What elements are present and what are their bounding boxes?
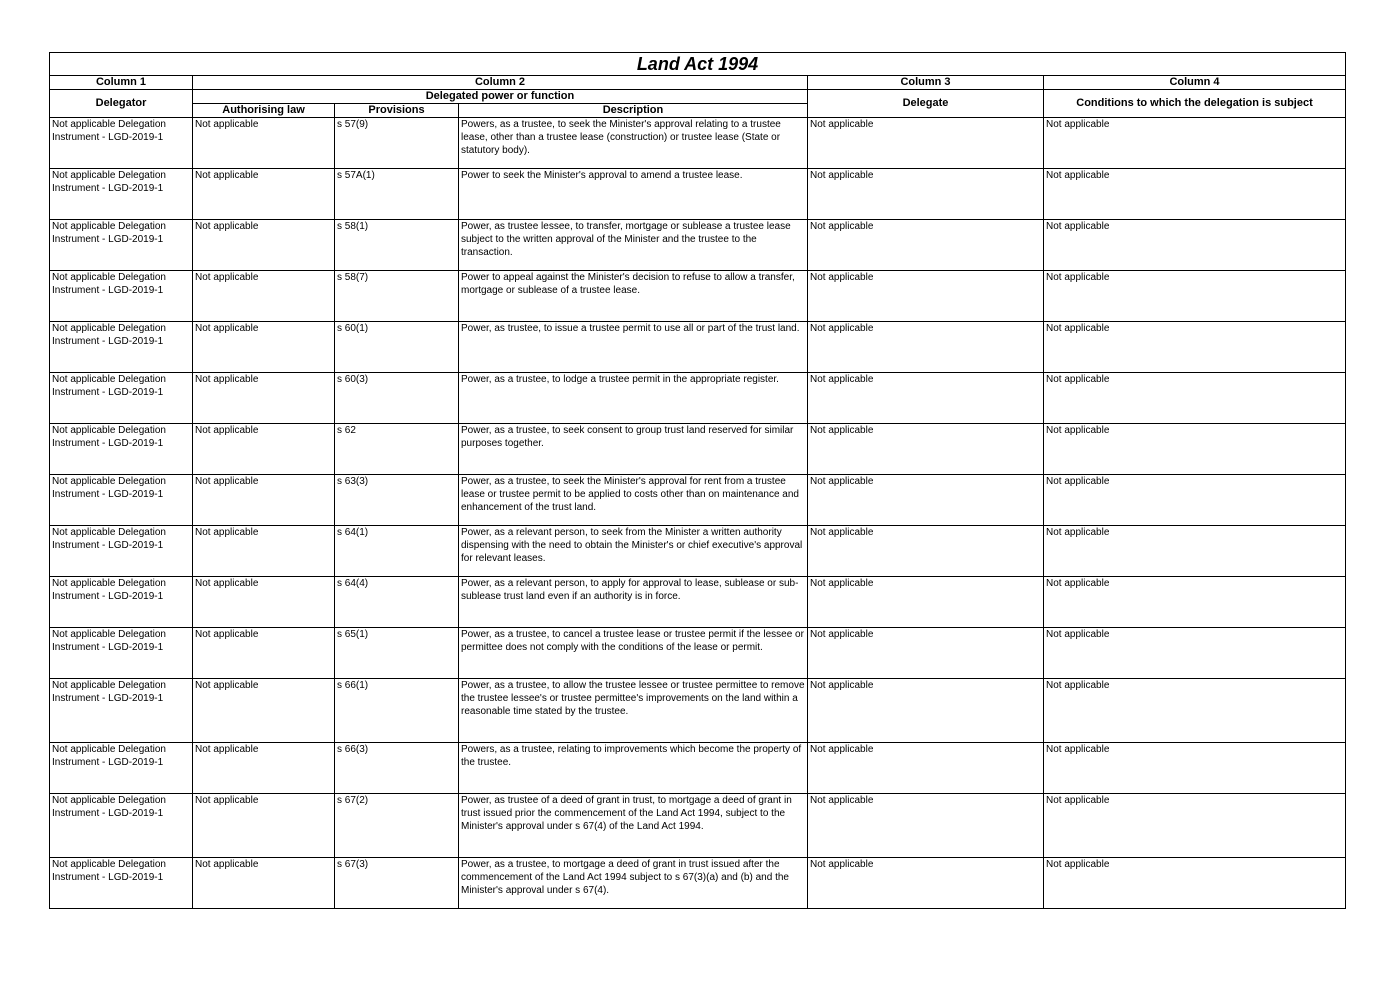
header-authorising-law: Authorising law	[193, 104, 335, 118]
delegate-cell: Not applicable	[808, 526, 1044, 577]
description-cell: Powers, as a trustee, relating to improvements which become the property of the trustee.	[459, 743, 808, 794]
delegate-cell: Not applicable	[808, 373, 1044, 424]
table-row	[50, 220, 1346, 271]
table-row	[50, 794, 1346, 858]
authorising-law-cell: Not applicable	[193, 118, 335, 169]
header-delegator: Delegator	[50, 90, 193, 118]
provision-cell: s 57(9)	[335, 118, 459, 169]
delegator-cell: Not applicable Delegation Instrument - LGD-2019-1	[50, 118, 193, 169]
table-row	[50, 424, 1346, 475]
description-cell: Power to seek the Minister's approval to amend a trustee lease.	[459, 169, 808, 220]
header-column-1: Column 1	[50, 76, 193, 90]
delegator-cell: Not applicable Delegation Instrument - LGD-2019-1	[50, 322, 193, 373]
description-cell: Power, as a trustee, to cancel a trustee lease or trustee permit if the lessee or permittee does not comply with the conditions of the lease or permit.	[459, 628, 808, 679]
authorising-law-cell: Not applicable	[193, 424, 335, 475]
delegate-cell: Not applicable	[808, 271, 1044, 322]
authorising-law-cell: Not applicable	[193, 169, 335, 220]
description-cell: Power, as trustee lessee, to transfer, mortgage or sublease a trustee lease subject to the written approval of the Minister and the trustee to the transaction.	[459, 220, 808, 271]
delegator-cell: Not applicable Delegation Instrument - LGD-2019-1	[50, 858, 193, 909]
delegator-cell: Not applicable Delegation Instrument - LGD-2019-1	[50, 743, 193, 794]
provision-cell: s 60(1)	[335, 322, 459, 373]
provision-cell: s 65(1)	[335, 628, 459, 679]
conditions-cell: Not applicable	[1044, 526, 1346, 577]
table-row	[50, 577, 1346, 628]
delegator-cell: Not applicable Delegation Instrument - LGD-2019-1	[50, 220, 193, 271]
delegate-cell: Not applicable	[808, 577, 1044, 628]
conditions-cell: Not applicable	[1044, 424, 1346, 475]
delegator-cell: Not applicable Delegation Instrument - LGD-2019-1	[50, 271, 193, 322]
delegator-cell: Not applicable Delegation Instrument - LGD-2019-1	[50, 169, 193, 220]
description-cell: Power, as a trustee, to lodge a trustee permit in the appropriate register.	[459, 373, 808, 424]
description-cell: Power, as trustee of a deed of grant in trust, to mortgage a deed of grant in trust issued prior the commencement of the Land Act 1994, subject to the Minister's approval under s 67(4) of the Land Act 1994.	[459, 794, 808, 858]
authorising-law-cell: Not applicable	[193, 322, 335, 373]
table-row	[50, 169, 1346, 220]
delegator-cell: Not applicable Delegation Instrument - LGD-2019-1	[50, 475, 193, 526]
header-delegated-power: Delegated power or function	[193, 90, 808, 104]
description-cell: Powers, as a trustee, to seek the Minister's approval relating to a trustee lease, other than a trustee lease (construction) or trustee lease (State or statutory body).	[459, 118, 808, 169]
authorising-law-cell: Not applicable	[193, 858, 335, 909]
conditions-cell: Not applicable	[1044, 743, 1346, 794]
authorising-law-cell: Not applicable	[193, 794, 335, 858]
description-cell: Power, as a relevant person, to seek from the Minister a written authority dispensing with the need to obtain the Minister's or chief executive's approval for relevant leases.	[459, 526, 808, 577]
table-row	[50, 743, 1346, 794]
provision-cell: s 63(3)	[335, 475, 459, 526]
table-row	[50, 526, 1346, 577]
authorising-law-cell: Not applicable	[193, 679, 335, 743]
conditions-cell: Not applicable	[1044, 220, 1346, 271]
conditions-cell: Not applicable	[1044, 858, 1346, 909]
delegation-table	[49, 52, 1346, 909]
delegate-cell: Not applicable	[808, 424, 1044, 475]
authorising-law-cell: Not applicable	[193, 743, 335, 794]
delegate-cell: Not applicable	[808, 220, 1044, 271]
table-row	[50, 858, 1346, 909]
conditions-cell: Not applicable	[1044, 169, 1346, 220]
provision-cell: s 64(4)	[335, 577, 459, 628]
description-cell: Power to appeal against the Minister's decision to refuse to allow a transfer, mortgage or sublease of a trustee lease.	[459, 271, 808, 322]
header-column-4: Column 4	[1044, 76, 1346, 90]
authorising-law-cell: Not applicable	[193, 475, 335, 526]
delegate-cell: Not applicable	[808, 118, 1044, 169]
provision-cell: s 67(3)	[335, 858, 459, 909]
delegator-cell: Not applicable Delegation Instrument - LGD-2019-1	[50, 424, 193, 475]
table-row	[50, 628, 1346, 679]
header-column-3: Column 3	[808, 76, 1044, 90]
delegator-cell: Not applicable Delegation Instrument - LGD-2019-1	[50, 679, 193, 743]
description-cell: Power, as a trustee, to allow the trustee lessee or trustee permittee to remove the trustee lessee's or trustee permittee's improvements on the land within a reasonable time stated by the trustee.	[459, 679, 808, 743]
conditions-cell: Not applicable	[1044, 475, 1346, 526]
delegator-cell: Not applicable Delegation Instrument - LGD-2019-1	[50, 526, 193, 577]
delegator-cell: Not applicable Delegation Instrument - LGD-2019-1	[50, 577, 193, 628]
header-delegate: Delegate	[808, 90, 1044, 118]
table-row	[50, 679, 1346, 743]
delegate-cell: Not applicable	[808, 475, 1044, 526]
table-row	[50, 373, 1346, 424]
header-provisions: Provisions	[335, 104, 459, 118]
delegate-cell: Not applicable	[808, 169, 1044, 220]
authorising-law-cell: Not applicable	[193, 271, 335, 322]
provision-cell: s 62	[335, 424, 459, 475]
provision-cell: s 60(3)	[335, 373, 459, 424]
document-title: Land Act 1994	[50, 53, 1346, 76]
header-column-2: Column 2	[193, 76, 808, 90]
description-cell: Power, as a trustee, to seek the Minister's approval for rent from a trustee lease or trustee permit to be applied to costs other than on maintenance and enhancement of the trust land.	[459, 475, 808, 526]
delegate-cell: Not applicable	[808, 794, 1044, 858]
provision-cell: s 58(1)	[335, 220, 459, 271]
delegate-cell: Not applicable	[808, 322, 1044, 373]
description-cell: Power, as a relevant person, to apply for approval to lease, sublease or sub-sublease trust land even if an authority is in force.	[459, 577, 808, 628]
authorising-law-cell: Not applicable	[193, 577, 335, 628]
table-row	[50, 271, 1346, 322]
authorising-law-cell: Not applicable	[193, 526, 335, 577]
delegate-cell: Not applicable	[808, 628, 1044, 679]
table-row	[50, 322, 1346, 373]
delegate-cell: Not applicable	[808, 679, 1044, 743]
authorising-law-cell: Not applicable	[193, 373, 335, 424]
conditions-cell: Not applicable	[1044, 577, 1346, 628]
provision-cell: s 66(1)	[335, 679, 459, 743]
delegate-cell: Not applicable	[808, 743, 1044, 794]
description-cell: Power, as trustee, to issue a trustee permit to use all or part of the trust land.	[459, 322, 808, 373]
conditions-cell: Not applicable	[1044, 794, 1346, 858]
provision-cell: s 64(1)	[335, 526, 459, 577]
delegate-cell: Not applicable	[808, 858, 1044, 909]
table-row	[50, 475, 1346, 526]
description-cell: Power, as a trustee, to mortgage a deed of grant in trust issued after the commencement of the Land Act 1994 subject to s 67(3)(a) and (b) and the Minister's approval under s 67(4).	[459, 858, 808, 909]
delegator-cell: Not applicable Delegation Instrument - LGD-2019-1	[50, 373, 193, 424]
table-row	[50, 118, 1346, 169]
conditions-cell: Not applicable	[1044, 679, 1346, 743]
header-description: Description	[459, 104, 808, 118]
header-conditions: Conditions to which the delegation is subject	[1044, 90, 1346, 118]
provision-cell: s 66(3)	[335, 743, 459, 794]
conditions-cell: Not applicable	[1044, 118, 1346, 169]
table-header	[50, 53, 1346, 118]
authorising-law-cell: Not applicable	[193, 628, 335, 679]
description-cell: Power, as a trustee, to seek consent to group trust land reserved for similar purposes together.	[459, 424, 808, 475]
delegator-cell: Not applicable Delegation Instrument - LGD-2019-1	[50, 628, 193, 679]
delegator-cell: Not applicable Delegation Instrument - LGD-2019-1	[50, 794, 193, 858]
conditions-cell: Not applicable	[1044, 322, 1346, 373]
table-body	[50, 118, 1346, 909]
provision-cell: s 67(2)	[335, 794, 459, 858]
authorising-law-cell: Not applicable	[193, 220, 335, 271]
provision-cell: s 58(7)	[335, 271, 459, 322]
conditions-cell: Not applicable	[1044, 373, 1346, 424]
provision-cell: s 57A(1)	[335, 169, 459, 220]
conditions-cell: Not applicable	[1044, 271, 1346, 322]
conditions-cell: Not applicable	[1044, 628, 1346, 679]
